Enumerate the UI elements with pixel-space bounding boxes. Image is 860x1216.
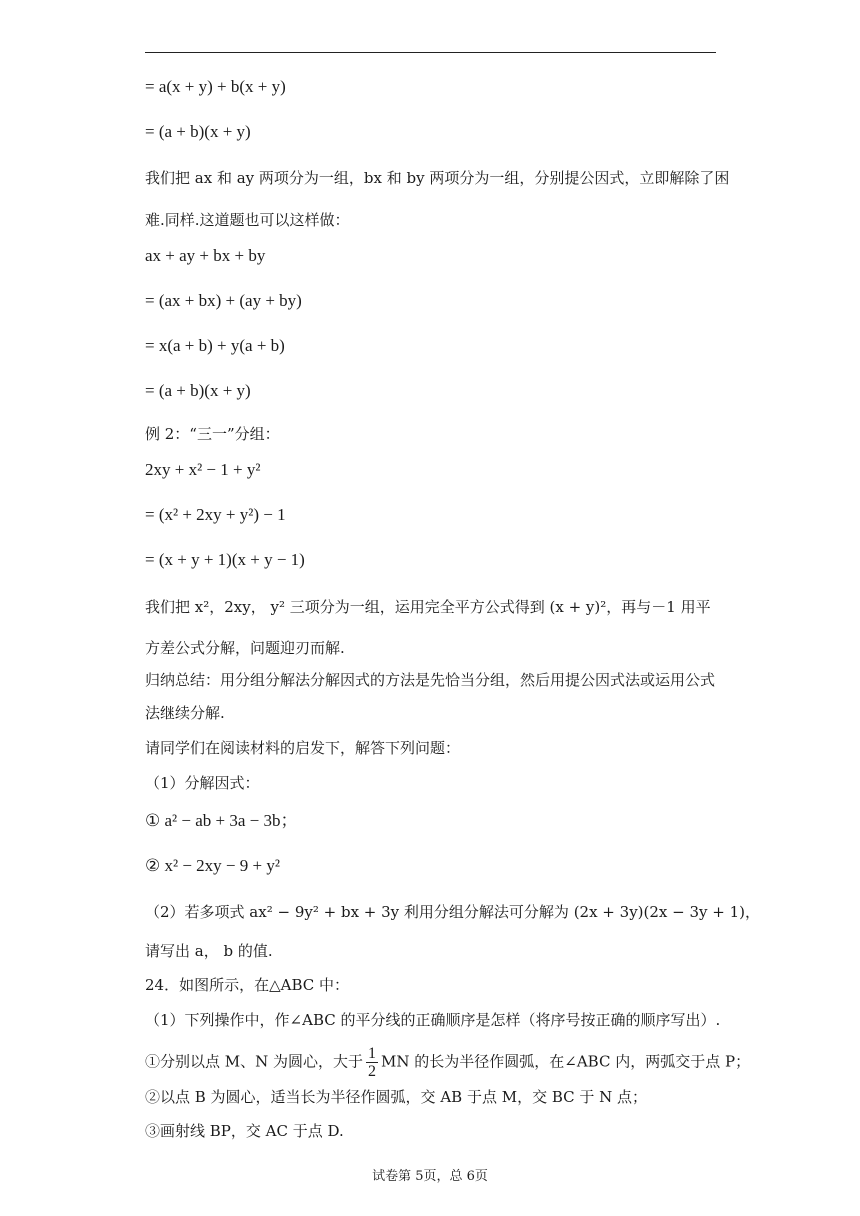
question-title: 24．如图所示，在△ABC 中： xyxy=(145,976,350,994)
question-item: ① a² − ab + 3a − 3b； xyxy=(145,811,298,830)
question-part: （2）若多项式 ax² − 9y² + bx + 3y 利用分组分解法可分解为 (2x + 3y)(2x − 3y + 1)， xyxy=(145,903,760,921)
question-part: （1）下列操作中，作∠ABC 的平分线的正确顺序是怎样（将序号按正确的顺序写出）. xyxy=(145,1011,721,1029)
page-footer: 试卷第 5页，总 6页 xyxy=(372,1169,488,1184)
step-line xyxy=(145,1045,750,1080)
equation-line: = a(x + y) + b(x + y) xyxy=(145,77,286,96)
step-line: ③画射线 BP，交 AC 于点 D. xyxy=(145,1122,344,1140)
question-item: ② x² − 2xy − 9 + y² xyxy=(145,856,280,875)
equation-line: = (ax + bx) + (ay + by) xyxy=(145,291,302,310)
fraction-denominator: 2 xyxy=(368,1063,377,1080)
equation-line: = (x² + 2xy + y²) − 1 xyxy=(145,505,286,524)
equation-line: ax + ay + bx + by xyxy=(145,246,266,265)
equation-line: = (a + b)(x + y) xyxy=(145,381,251,400)
text-line: 我们把 x²，2xy， y² 三项分为一组，运用完全平方公式得到 (x + y)²，再与－1 用平 xyxy=(145,598,711,616)
question-line: 请写出 a， b 的值. xyxy=(145,942,273,960)
summary-line: 归纳总结：用分组分解法分解因式的方法是先恰当分组，然后用提公因式法或运用公式 xyxy=(145,671,716,689)
fraction-numerator: 1 xyxy=(368,1045,377,1062)
equation-line: = x(a + b) + y(a + b) xyxy=(145,336,285,355)
header-rule xyxy=(145,52,716,53)
summary-line: 法继续分解. xyxy=(145,704,225,722)
text-line: 难.同样.这道题也可以这样做： xyxy=(145,211,350,229)
step-text: ①分别以点 M、N 为圆心，大于 xyxy=(145,1052,364,1071)
instruction-line: 请同学们在阅读材料的启发下，解答下列问题： xyxy=(145,739,461,757)
text-line: 方差公式分解，问题迎刃而解. xyxy=(145,639,345,657)
equation-line: 2xy + x² − 1 + y² xyxy=(145,460,261,479)
text-line: 我们把 ax 和 ay 两项分为一组，bx 和 by 两项分为一组，分别提公因式，立即解除了困 xyxy=(145,169,730,187)
question-part: （1）分解因式： xyxy=(145,774,260,792)
step-text: MN 的长为半径作圆弧，在∠ABC 内，两弧交于点 P； xyxy=(381,1052,751,1071)
equation-line: = (a + b)(x + y) xyxy=(145,122,251,141)
equation-line: = (x + y + 1)(x + y − 1) xyxy=(145,550,305,569)
example-heading: 例 2：“三一”分组： xyxy=(145,425,280,443)
fraction-half xyxy=(366,1045,378,1080)
step-line: ②以点 B 为圆心，适当长为半径作圆弧，交 AB 于点 M，交 BC 于 N 点； xyxy=(145,1088,648,1106)
